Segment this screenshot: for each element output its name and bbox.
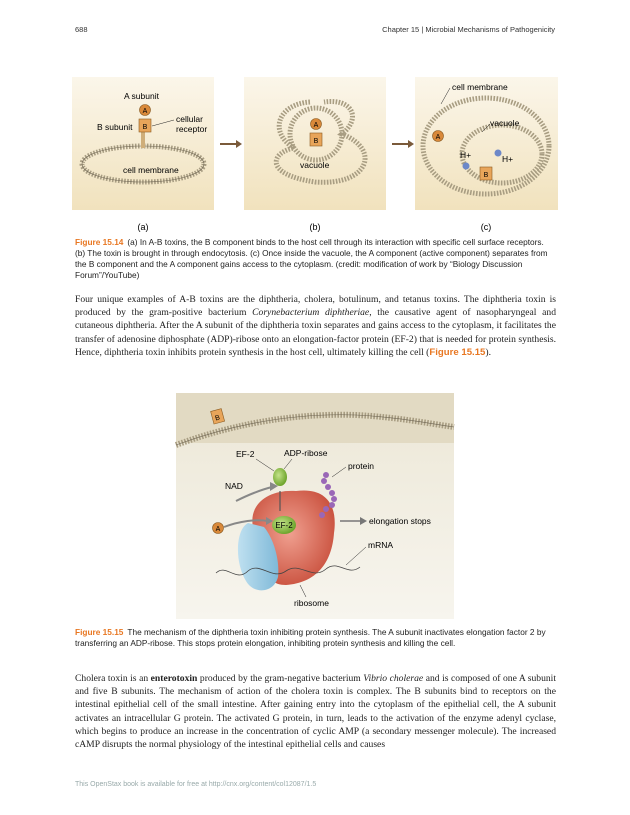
- organism-corynebacterium: Corynebacterium diphtheriae: [252, 307, 370, 319]
- panel-b-a-tag: A: [313, 122, 319, 129]
- nad-label: NAD: [225, 481, 243, 491]
- panel-b-b-tag: B: [313, 138, 319, 145]
- figure-15-14-illustration: [72, 74, 558, 232]
- para1-text-2: , the causative agent of nasopharyngeal and cutaneous diphtheria. After the A subunit of the diphtheria toxin separates and gains access to the cytoplasm, it facilitates the transfer of adenosine diphosphate (ADP)-ribose onto an elongation-factor protein (EF-2) that is needed for protein synthesis. Hence, diphtheria toxin inhibits protein synthesis in the host cell, ultimately killing the cell (: [75, 307, 556, 358]
- panel-c-vacuole-label: vacuole: [490, 118, 520, 128]
- figure-15-15-caption: [75, 627, 556, 649]
- figure-15-15-link[interactable]: Figure 15.15: [429, 346, 486, 358]
- panel-a-b-tag: B: [142, 124, 148, 131]
- fig2-ef2-label: EF-2: [236, 449, 255, 459]
- h-plus-label-2: H+: [502, 154, 514, 164]
- figure-15-14-caption: [75, 237, 556, 281]
- a-subunit-label: A subunit: [124, 91, 159, 101]
- caption2-figure-number: Figure 15.15: [75, 627, 124, 637]
- panel-label-c: (c): [480, 222, 492, 232]
- caption2-text: The mechanism of the diphtheria toxin inhibiting protein synthesis. The A subunit inactivates elongation factor 2 by transferring an ADP-ribose. This stops protein elongation, inhibiting protein synthesis and killing the cell.: [75, 627, 546, 648]
- cellular-receptor-label-1: cellular: [176, 114, 203, 124]
- panel-label-a: (a): [137, 222, 149, 232]
- para2-text-2: produced by the gram-negative bacterium: [197, 673, 364, 684]
- figure-15-15: [176, 393, 454, 619]
- fig2-b-tag: B: [214, 414, 221, 423]
- cell-membrane-label: cell membrane: [123, 165, 179, 175]
- para2-text-1: Cholera toxin is an: [75, 673, 151, 684]
- caption-figure-number: Figure 15.14: [75, 237, 124, 247]
- adp-ribose-label: ADP-ribose: [284, 448, 328, 458]
- arrow-a-b-head: [236, 140, 242, 148]
- receptor: [141, 132, 145, 148]
- panel-b-vacuole-label: vacuole: [300, 160, 330, 170]
- panel-label-b: (b): [309, 222, 321, 232]
- para1-text-1: Four unique examples of A-B toxins are the diphtheria, cholera, botulinum, and tetanus toxins. The diphtheria toxin is produced by the gram-positive bacterium: [75, 294, 556, 319]
- b-subunit-label: B subunit: [97, 122, 133, 132]
- panel-c-a-tag: A: [435, 134, 441, 141]
- protein-label: protein: [348, 461, 374, 471]
- para1-text-3: ).: [485, 346, 491, 358]
- page-number: 688: [75, 25, 88, 34]
- ribosome-label: ribosome: [294, 598, 329, 608]
- panel-a-a-tag: A: [142, 108, 148, 115]
- panel-c-b-tag: B: [483, 172, 489, 179]
- caption-text: (a) In A-B toxins, the B component binds to the host cell through its interaction with specific cell surface receptors. (b) The toxin is brought in through endocytosis. (c) Once inside the vacuole, the A component (active component) separates from the B component and the A component gains access to the cytoplasm. (credit: modification of work by “Biology Discussion Forum”/YouTube): [75, 237, 548, 280]
- paragraph-diphtheria: [75, 293, 556, 359]
- figure-15-15-illustration: [176, 393, 454, 619]
- fig2-a-tag: A: [215, 526, 221, 533]
- panel-c-cell-membrane-label: cell membrane: [452, 82, 508, 92]
- mrna-label: mRNA: [368, 540, 394, 550]
- paragraph-cholera: [75, 672, 556, 751]
- page-footer: This OpenStax book is available for free at http://cnx.org/content/col12087/1.5: [75, 781, 317, 788]
- arrow-b-c-head: [408, 140, 414, 148]
- term-enterotoxin: enterotoxin: [150, 673, 198, 684]
- proton-2: [495, 150, 502, 157]
- para2-text-3: and is composed of one A subunit and five B subunits. The mechanism of action of the cholera toxin is complex. The B subunits bind to receptors on the intestinal epithelial cell of the small intestine. After gaining entry into the cytoplasm of the epithelial cell, the A subunit activates an intracellular G protein. The activated G protein, in turn, leads to the activation of the enzyme adenyl cyclase, which begins to produce an increase in the concentration of cyclic AMP (a secondary messenger molecule). The increased cAMP disrupts the normal physiology of the intestinal epithelial cells and causes: [75, 673, 556, 751]
- adp-ribose-shape: [273, 468, 287, 486]
- h-plus-label-1: H+: [460, 150, 472, 160]
- ef2-center-label: EF-2: [275, 521, 293, 530]
- organism-vibrio: Vibrio cholerae: [363, 673, 424, 684]
- proton-1: [463, 163, 470, 170]
- figure-15-14: [72, 74, 558, 232]
- cellular-receptor-label-2: receptor: [176, 124, 208, 134]
- chapter-title: Chapter 15 | Microbial Mechanisms of Pathogenicity: [382, 25, 555, 34]
- elongation-stops-label: elongation stops: [369, 516, 431, 526]
